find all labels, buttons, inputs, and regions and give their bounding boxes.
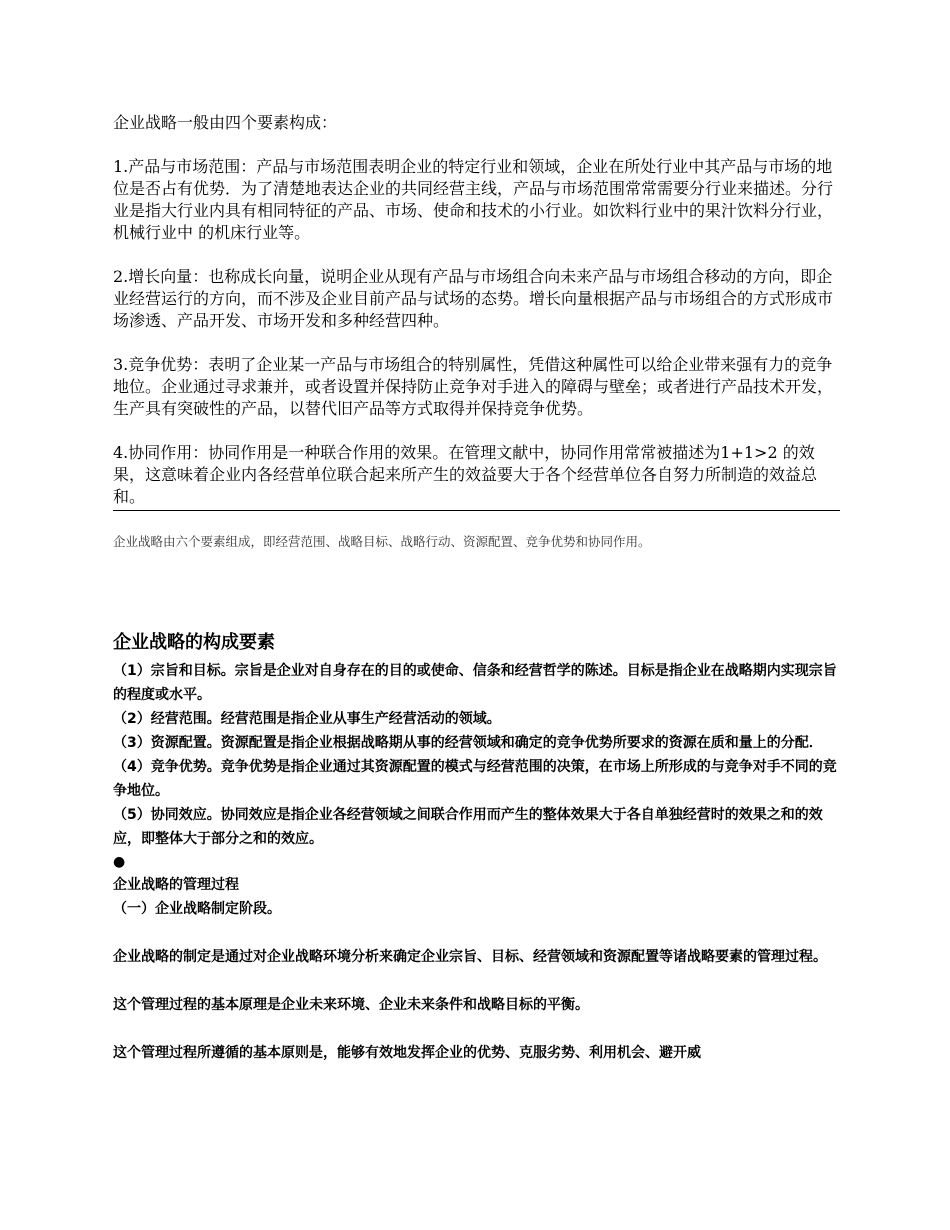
strategy-components-section bbox=[113, 631, 840, 1065]
strategy-four-elements-section bbox=[113, 112, 840, 508]
intro-paragraph: 企业战略一般由四个要素构成： bbox=[113, 113, 338, 132]
process-paragraph-definition: 企业战略的制定是通过对企业战略环境分析来确定企业宗旨、目标、经营领域和资源配置等诸战略要素的管理过程。 bbox=[113, 949, 827, 965]
element-synergy-paragraph: 4.协同作用：协同作用是一种联合作用的效果。在管理文献中，协同作用常常被描述为1+1>2 的效果，这意味着企业内各经营单位联合起来所产生的效益要大于各个经营单位各自努力所制造的效益总和。 bbox=[113, 443, 818, 506]
element-product-market-paragraph: 1.产品与市场范围：产品与市场范围表明企业的特定行业和领域，企业在所处行业中其产品与市场的地位是否占有优势．为了清楚地表达企业的共同经营主线，产品与市场范围常常需要分行业来描述。分行业是指大行业内具有相同特征的产品、市场、使命和技术的小行业。如饮料行业中的果汁饮料分行业，机械行业中 的机床行业等。 bbox=[113, 157, 834, 242]
document-page bbox=[113, 112, 840, 1065]
component-synergy-effect: （5）协同效应。协同效应是指企业各经营领域之间联合作用而产生的整体效果大于各自单独经营时的效果之和的效应，即整体大于部分之和的效应。 bbox=[113, 807, 823, 847]
process-paragraph-principle: 这个管理过程的基本原理是企业未来环境、企业未来条件和战略目标的平衡。 bbox=[113, 997, 589, 1013]
element-competitive-advantage-paragraph: 3.竞争优势：表明了企业某一产品与市场组合的特别属性，凭借这种属性可以给企业带来强有力的竞争地位。企业通过寻求兼并，或者设置并保持防止竞争对手进入的障碍与壁垒；或者进行产品技术开发，生产具有突破性的产品，以替代旧产品等方式取得并保持竞争优势。 bbox=[113, 355, 834, 418]
horizontal-divider bbox=[113, 510, 840, 511]
component-purpose-goals: （1）宗旨和目标。宗旨是企业对自身存在的目的或使命、信条和经营哲学的陈述。目标是指企业在战略期内实现宗旨的程度或水平。 bbox=[113, 663, 837, 703]
component-competitive-advantage: （4）竞争优势。竞争优势是指企业通过其资源配置的模式与经营范围的决策，在市场上所形成的与竞争对手不同的竞争地位。 bbox=[113, 759, 837, 799]
element-growth-vector-paragraph: 2.增长向量：也称成长向量，说明企业从现有产品与市场组合向未来产品与市场组合移动的方向，即企业经营运行的方向，而不涉及企业目前产品与试场的态势。增长向量根据产品与市场组合的方式形成市场渗透、产品开发、市场开发和多种经营四种。 bbox=[113, 267, 834, 330]
process-paragraph-rule: 这个管理过程所遵循的基本原则是，能够有效地发挥企业的优势、克服劣势、利用机会、避开威 bbox=[113, 1045, 701, 1061]
stage-title: （一）企业战略制定阶段。 bbox=[113, 901, 281, 917]
six-elements-summary: 企业战略由六个要素组成，即经营范围、战略目标、战略行动、资源配置、竞争优势和协同作用。 bbox=[113, 534, 651, 549]
component-business-scope: （2）经营范围。经营范围是指企业从事生产经营活动的领域。 bbox=[113, 711, 501, 727]
process-title: 企业战略的管理过程 bbox=[113, 877, 239, 893]
section-heading: 企业战略的构成要素 bbox=[113, 632, 275, 653]
component-resource-allocation: （3）资源配置。资源配置是指企业根据战略期从事的经营领域和确定的竞争优势所要求的资源在质和量上的分配． bbox=[113, 735, 823, 751]
bullet-icon: ● bbox=[113, 854, 126, 870]
